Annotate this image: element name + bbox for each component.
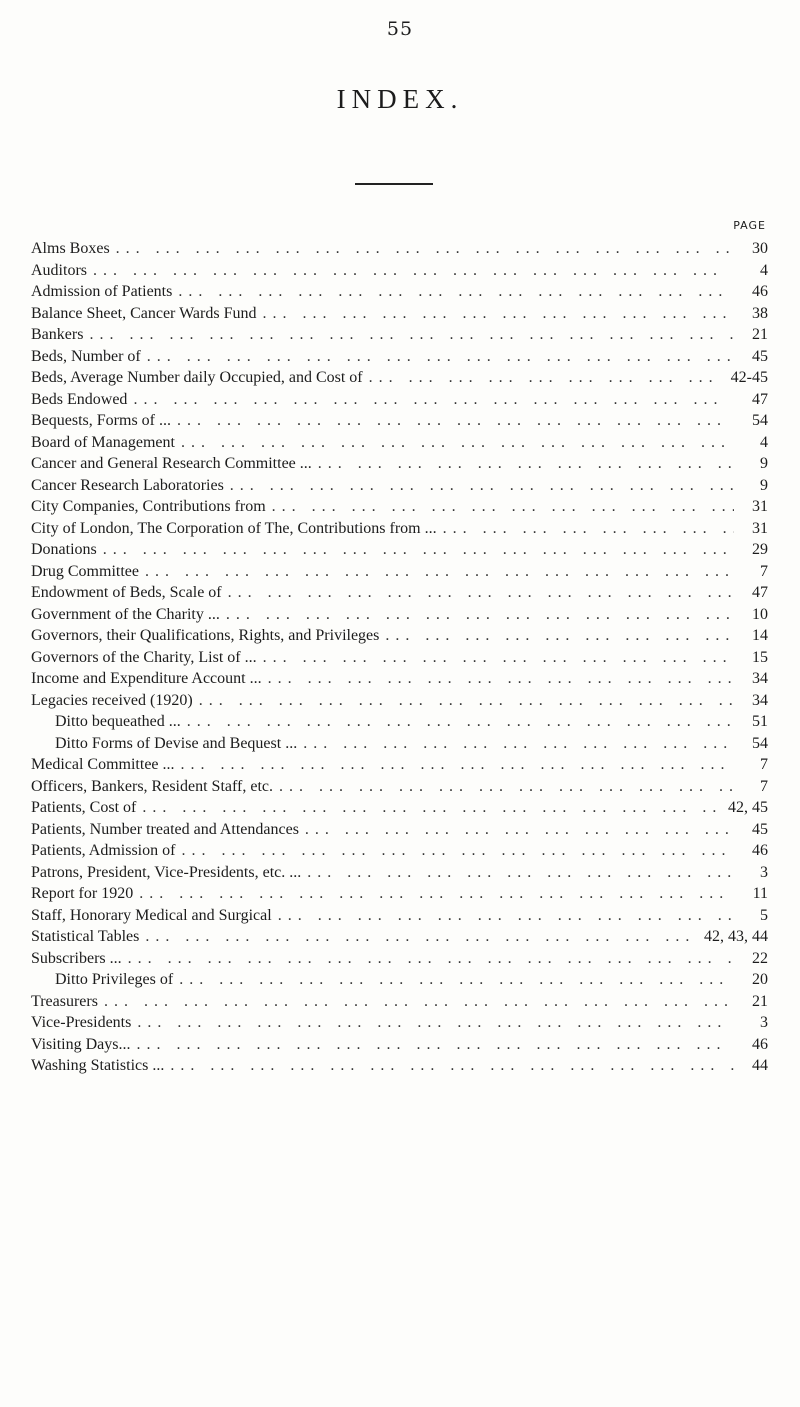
index-entry — [31, 928, 768, 950]
index-entry-label: Endowment of Beds, Scale of — [31, 584, 222, 601]
index-entry — [31, 1036, 768, 1058]
index-entry-pages: 45 — [752, 820, 768, 838]
index-entry-pages: 46 — [752, 842, 768, 859]
index-entry-label: Balance Sheet, Cancer Wards Fund — [31, 304, 257, 322]
index-entry — [31, 627, 768, 649]
index-entry-label: Bankers — [31, 326, 84, 343]
index-entry-pages: 44 — [752, 1057, 768, 1074]
index-entry-pages: 22 — [752, 949, 768, 967]
index-entry — [31, 348, 768, 370]
index-entry — [31, 412, 768, 434]
dot-leader — [263, 649, 734, 667]
index-entry-pages: 54 — [752, 412, 768, 429]
page-number: 55 — [386, 18, 414, 40]
index-entry-label: Beds, Number of — [31, 347, 141, 365]
index-entry-pages: 4 — [760, 261, 768, 279]
index-entry-pages: 15 — [752, 648, 768, 666]
index-entry — [31, 262, 768, 284]
title-divider — [355, 183, 433, 185]
index-entry-pages: 29 — [752, 541, 768, 558]
index-entry-pages: 3 — [760, 863, 768, 881]
index-entry-pages: 31 — [752, 498, 768, 515]
index-entry-label: Ditto Forms of Devise and Bequest ... — [55, 734, 298, 752]
dot-leader — [443, 520, 734, 538]
dot-leader — [103, 541, 734, 559]
index-entry-label: Patients, Admission of — [31, 842, 176, 859]
dot-leader — [181, 434, 734, 452]
dot-leader — [369, 369, 725, 387]
index-entry-pages: 51 — [752, 713, 768, 730]
index-entry-label: Auditors — [31, 261, 87, 279]
index-entry-label: City of London, The Corporation of The, Contributions from ... — [31, 519, 437, 537]
index-entry — [31, 391, 768, 413]
index-entry — [31, 584, 768, 606]
dot-leader — [145, 928, 698, 946]
index-entry — [31, 735, 768, 757]
dot-leader — [318, 455, 734, 473]
index-entry-pages: 21 — [752, 992, 768, 1010]
index-entry-pages: 31 — [752, 519, 768, 537]
index-entry-pages: 9 — [760, 476, 768, 494]
index-entry-pages: 42-45 — [730, 369, 768, 386]
dot-leader — [136, 1036, 734, 1054]
index-entry-pages: 9 — [760, 455, 768, 472]
index-entry-label: Patients, Cost of — [31, 799, 137, 816]
dot-leader — [93, 262, 734, 280]
index-entry-pages: 10 — [752, 605, 768, 623]
dot-leader — [228, 584, 734, 602]
index-entry — [31, 649, 768, 671]
index-entry-label: Washing Statistics ... — [31, 1057, 165, 1074]
dot-leader — [139, 885, 734, 903]
index-entry-label: Cancer and General Research Committee ... — [31, 455, 312, 472]
index-entry — [31, 907, 768, 929]
index-entry — [31, 563, 768, 585]
index-entry — [31, 670, 768, 692]
dot-leader — [268, 670, 734, 688]
index-entry — [31, 993, 768, 1015]
index-entry — [31, 326, 768, 348]
index-list — [31, 240, 768, 1079]
dot-leader — [181, 756, 734, 774]
index-entry — [31, 455, 768, 477]
index-entry-label: Drug Committee — [31, 562, 139, 580]
dot-leader — [305, 821, 734, 839]
index-entry-pages: 38 — [752, 304, 768, 322]
index-entry-pages: 4 — [760, 433, 768, 451]
index-entry — [31, 477, 768, 499]
index-entry-label: Donations — [31, 541, 97, 558]
index-entry-pages: 11 — [752, 885, 768, 902]
index-entry-pages: 7 — [760, 756, 768, 773]
page-column-header: PAGE — [733, 219, 766, 232]
index-entry — [31, 971, 768, 993]
index-entry-label: Beds, Average Number daily Occupied, and Cost of — [31, 369, 363, 386]
index-entry-label: Statistical Tables — [31, 928, 140, 945]
index-entry-label: Beds Endowed — [31, 390, 128, 408]
index-entry-pages: 7 — [760, 562, 768, 580]
dot-leader — [145, 563, 734, 581]
index-entry-pages: 3 — [760, 1014, 768, 1031]
index-entry-label: Income and Expenditure Account ... — [31, 670, 262, 687]
index-entry-pages: 7 — [760, 777, 768, 795]
index-entry-label: Government of the Charity ... — [31, 605, 220, 623]
index-entry-label: Governors of the Charity, List of ... — [31, 648, 257, 666]
dot-leader — [133, 391, 734, 409]
index-entry-label: Governors, their Qualifications, Rights, and Privileges — [31, 627, 380, 644]
index-entry-pages: 42, 45 — [728, 799, 768, 816]
dot-leader — [177, 412, 734, 430]
index-entry-label: Admission of Patients — [31, 283, 173, 300]
index-entry-label: Treasurers — [31, 992, 98, 1010]
page-title: INDEX. — [336, 84, 464, 114]
index-entry-label: Staff, Honorary Medical and Surgical — [31, 906, 272, 924]
index-entry-pages: 34 — [752, 691, 768, 709]
index-entry-pages: 5 — [760, 906, 768, 924]
index-entry-pages: 46 — [752, 283, 768, 300]
index-entry-pages: 46 — [752, 1035, 768, 1053]
dot-leader — [199, 692, 734, 710]
index-entry — [31, 692, 768, 714]
dot-leader — [179, 971, 734, 989]
dot-leader — [147, 348, 734, 366]
dot-leader — [230, 477, 734, 495]
dot-leader — [170, 1057, 734, 1075]
index-entry-label: Legacies received (1920) — [31, 691, 193, 709]
index-entry — [31, 305, 768, 327]
index-entry-pages: 30 — [752, 240, 768, 257]
index-entry-label: Cancer Research Laboratories — [31, 476, 224, 494]
index-entry — [31, 541, 768, 563]
index-entry — [31, 520, 768, 542]
index-entry-pages: 34 — [752, 670, 768, 687]
index-entry-pages: 54 — [752, 734, 768, 752]
dot-leader — [178, 283, 734, 301]
index-entry-label: Ditto Privileges of — [55, 971, 174, 988]
index-entry — [31, 606, 768, 628]
dot-leader — [307, 864, 734, 882]
index-entry — [31, 950, 768, 972]
index-entry — [31, 434, 768, 456]
dot-leader — [89, 326, 734, 344]
index-entry-label: Visiting Days... — [31, 1035, 131, 1053]
dot-leader — [278, 907, 734, 925]
index-entry-label: Bequests, Forms of ... — [31, 412, 171, 429]
dot-leader — [104, 993, 734, 1011]
index-entry — [31, 885, 768, 907]
index-entry — [31, 864, 768, 886]
index-entry — [31, 756, 768, 778]
dot-leader — [142, 799, 722, 817]
dot-leader — [128, 950, 734, 968]
index-entry — [31, 778, 768, 800]
index-entry-label: Ditto bequeathed ... — [55, 713, 181, 730]
index-entry-pages: 21 — [752, 326, 768, 343]
index-entry — [31, 283, 768, 305]
index-entry — [31, 799, 768, 821]
index-entry-label: Alms Boxes — [31, 240, 110, 257]
index-entry-pages: 20 — [752, 971, 768, 988]
dot-leader — [279, 778, 734, 796]
index-entry — [31, 713, 768, 735]
index-entry — [31, 1057, 768, 1079]
index-entry-pages: 42, 43, 44 — [704, 928, 768, 945]
index-entry-label: Patients, Number treated and Attendances — [31, 820, 299, 838]
dot-leader — [181, 842, 734, 860]
index-entry — [31, 498, 768, 520]
index-entry — [31, 240, 768, 262]
index-entry-pages: 47 — [752, 584, 768, 601]
index-entry-label: Medical Committee ... — [31, 756, 175, 773]
dot-leader — [137, 1014, 734, 1032]
dot-leader — [303, 735, 734, 753]
dot-leader — [262, 305, 734, 323]
index-entry — [31, 821, 768, 843]
index-entry-label: Vice-Presidents — [31, 1014, 132, 1031]
index-entry-label: Board of Management — [31, 433, 175, 451]
index-entry-label: Subscribers ... — [31, 949, 122, 967]
index-entry-pages: 47 — [752, 390, 768, 408]
dot-leader — [385, 627, 734, 645]
dot-leader — [272, 498, 734, 516]
index-entry-pages: 45 — [752, 347, 768, 365]
index-entry — [31, 369, 768, 391]
index-entry-label: City Companies, Contributions from — [31, 498, 266, 515]
index-entry — [31, 842, 768, 864]
index-entry-label: Officers, Bankers, Resident Staff, etc. — [31, 777, 274, 795]
dot-leader — [187, 713, 734, 731]
index-entry-label: Report for 1920 — [31, 885, 134, 902]
index-entry-label: Patrons, President, Vice-Presidents, etc. ... — [31, 863, 302, 881]
dot-leader — [116, 240, 734, 258]
index-entry-pages: 14 — [752, 627, 768, 644]
index-entry — [31, 1014, 768, 1036]
dot-leader — [226, 606, 734, 624]
